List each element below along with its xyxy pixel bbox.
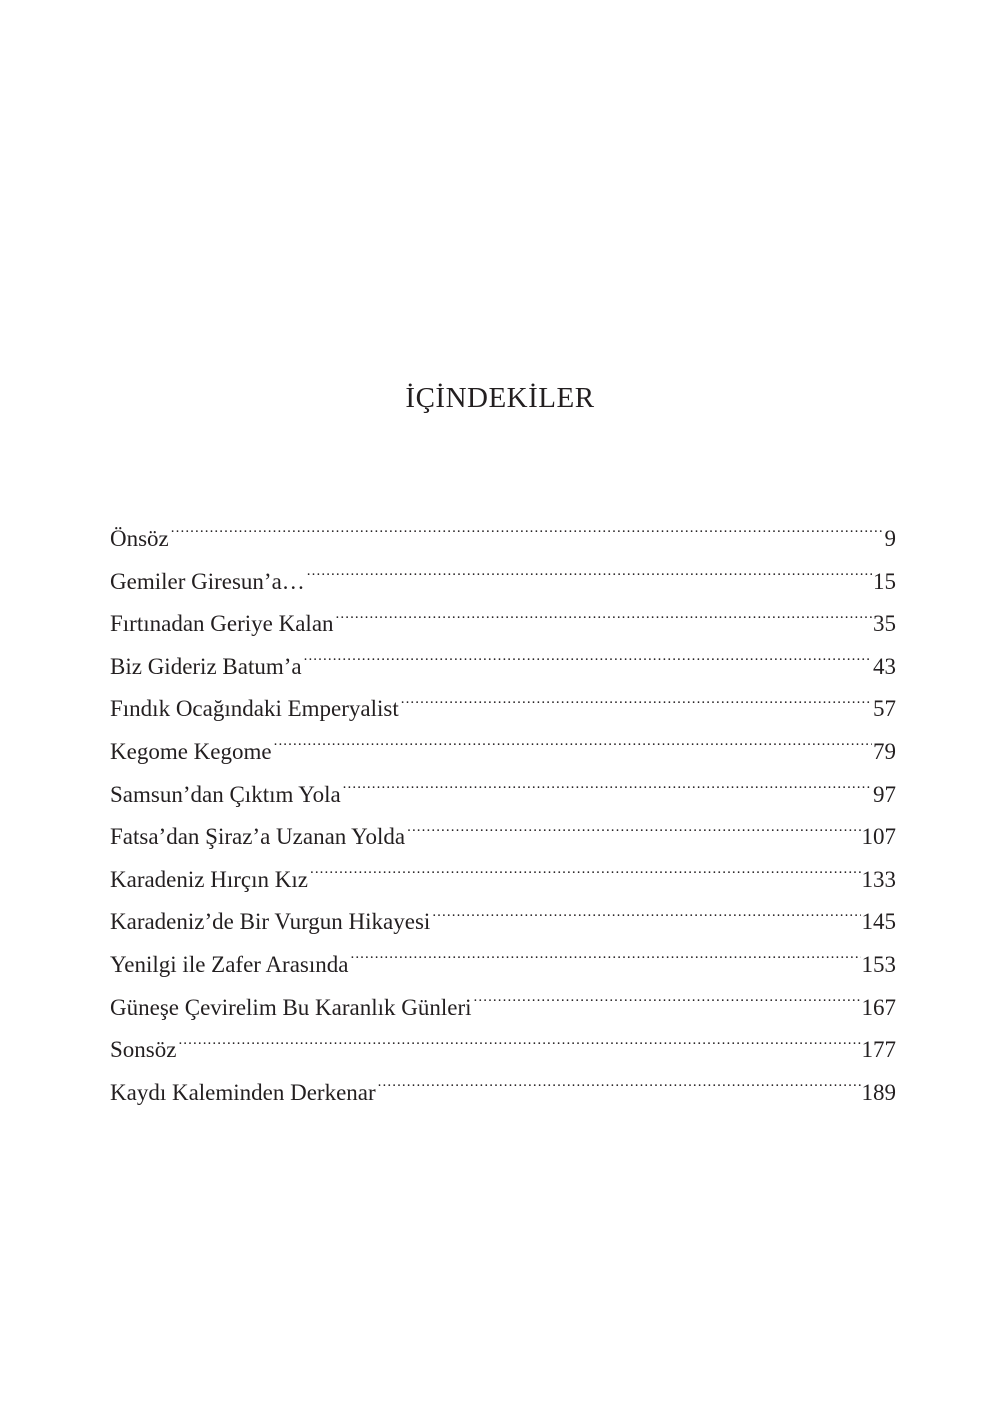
dot-leader — [171, 523, 884, 546]
toc-entry-title: Fındık Ocağındaki Emperyalist — [110, 696, 399, 722]
dot-leader — [378, 1077, 861, 1100]
toc-entry-page: 97 — [873, 781, 896, 807]
dot-leader — [474, 992, 861, 1015]
toc-entry-title: Fatsa’dan Şiraz’a Uzanan Yolda — [110, 824, 406, 850]
toc-entry[interactable] — [110, 518, 896, 561]
toc-entry[interactable] — [110, 603, 896, 646]
toc-entry[interactable] — [110, 944, 896, 987]
toc-entry-page: 15 — [873, 568, 896, 594]
toc-entry-title: Fırtınadan Geriye Kalan — [110, 611, 334, 637]
toc-entry-title: Karadeniz’de Bir Vurgun Hikayesi — [110, 909, 431, 935]
toc-entry-page: 153 — [861, 951, 896, 977]
dot-leader — [343, 779, 872, 802]
toc-entry-page: 189 — [861, 1079, 896, 1105]
toc-entry-title: Gemiler Giresun’a… — [110, 568, 305, 594]
toc-entry-title: Önsöz — [110, 526, 169, 551]
dot-leader — [304, 651, 872, 674]
toc-entry-title: Kegome Kegome — [110, 738, 272, 764]
toc-entry-title: Biz Gideriz Batum’a — [110, 653, 302, 679]
toc-entry-page: 9 — [884, 526, 896, 551]
toc-entry-title: Yenilgi ile Zafer Arasında — [110, 951, 349, 977]
toc-entry-page: 167 — [861, 994, 896, 1020]
toc-entry-page: 35 — [873, 611, 896, 637]
dot-leader — [401, 693, 872, 716]
dot-leader — [432, 906, 860, 929]
toc-entry-title: Samsun’dan Çıktım Yola — [110, 781, 341, 807]
toc-entry-page: 133 — [861, 866, 896, 892]
toc-entry-page: 79 — [873, 738, 896, 764]
toc-entry-title: Karadeniz Hırçın Kız — [110, 866, 308, 892]
page-title: İÇİNDEKİLER — [405, 382, 595, 414]
toc-entry[interactable] — [110, 859, 896, 902]
dot-leader — [307, 566, 872, 589]
toc-entry[interactable] — [110, 1072, 896, 1115]
toc-entry-page: 43 — [873, 653, 896, 679]
dot-leader — [350, 949, 860, 972]
toc-entry[interactable] — [110, 731, 896, 774]
toc-entry[interactable] — [110, 1029, 896, 1072]
table-of-contents — [110, 518, 896, 1114]
toc-entry-title: Kaydı Kaleminden Derkenar — [110, 1079, 376, 1105]
toc-entry[interactable] — [110, 987, 896, 1030]
toc-entry[interactable] — [110, 901, 896, 944]
dot-leader — [274, 736, 872, 759]
toc-entry-page: 145 — [861, 909, 896, 935]
toc-entry-title: Güneşe Çevirelim Bu Karanlık Günleri — [110, 994, 472, 1020]
dot-leader — [336, 608, 872, 631]
toc-entry-page: 177 — [861, 1037, 896, 1063]
dot-leader — [310, 864, 861, 887]
toc-entry-page: 57 — [873, 696, 896, 722]
dot-leader — [178, 1034, 860, 1057]
toc-entry[interactable] — [110, 774, 896, 817]
toc-entry[interactable] — [110, 816, 896, 859]
toc-entry[interactable] — [110, 646, 896, 689]
toc-entry-page: 107 — [861, 824, 896, 850]
toc-entry[interactable] — [110, 688, 896, 731]
toc-entry-title: Sonsöz — [110, 1037, 177, 1063]
dot-leader — [407, 821, 860, 844]
toc-entry[interactable] — [110, 561, 896, 604]
